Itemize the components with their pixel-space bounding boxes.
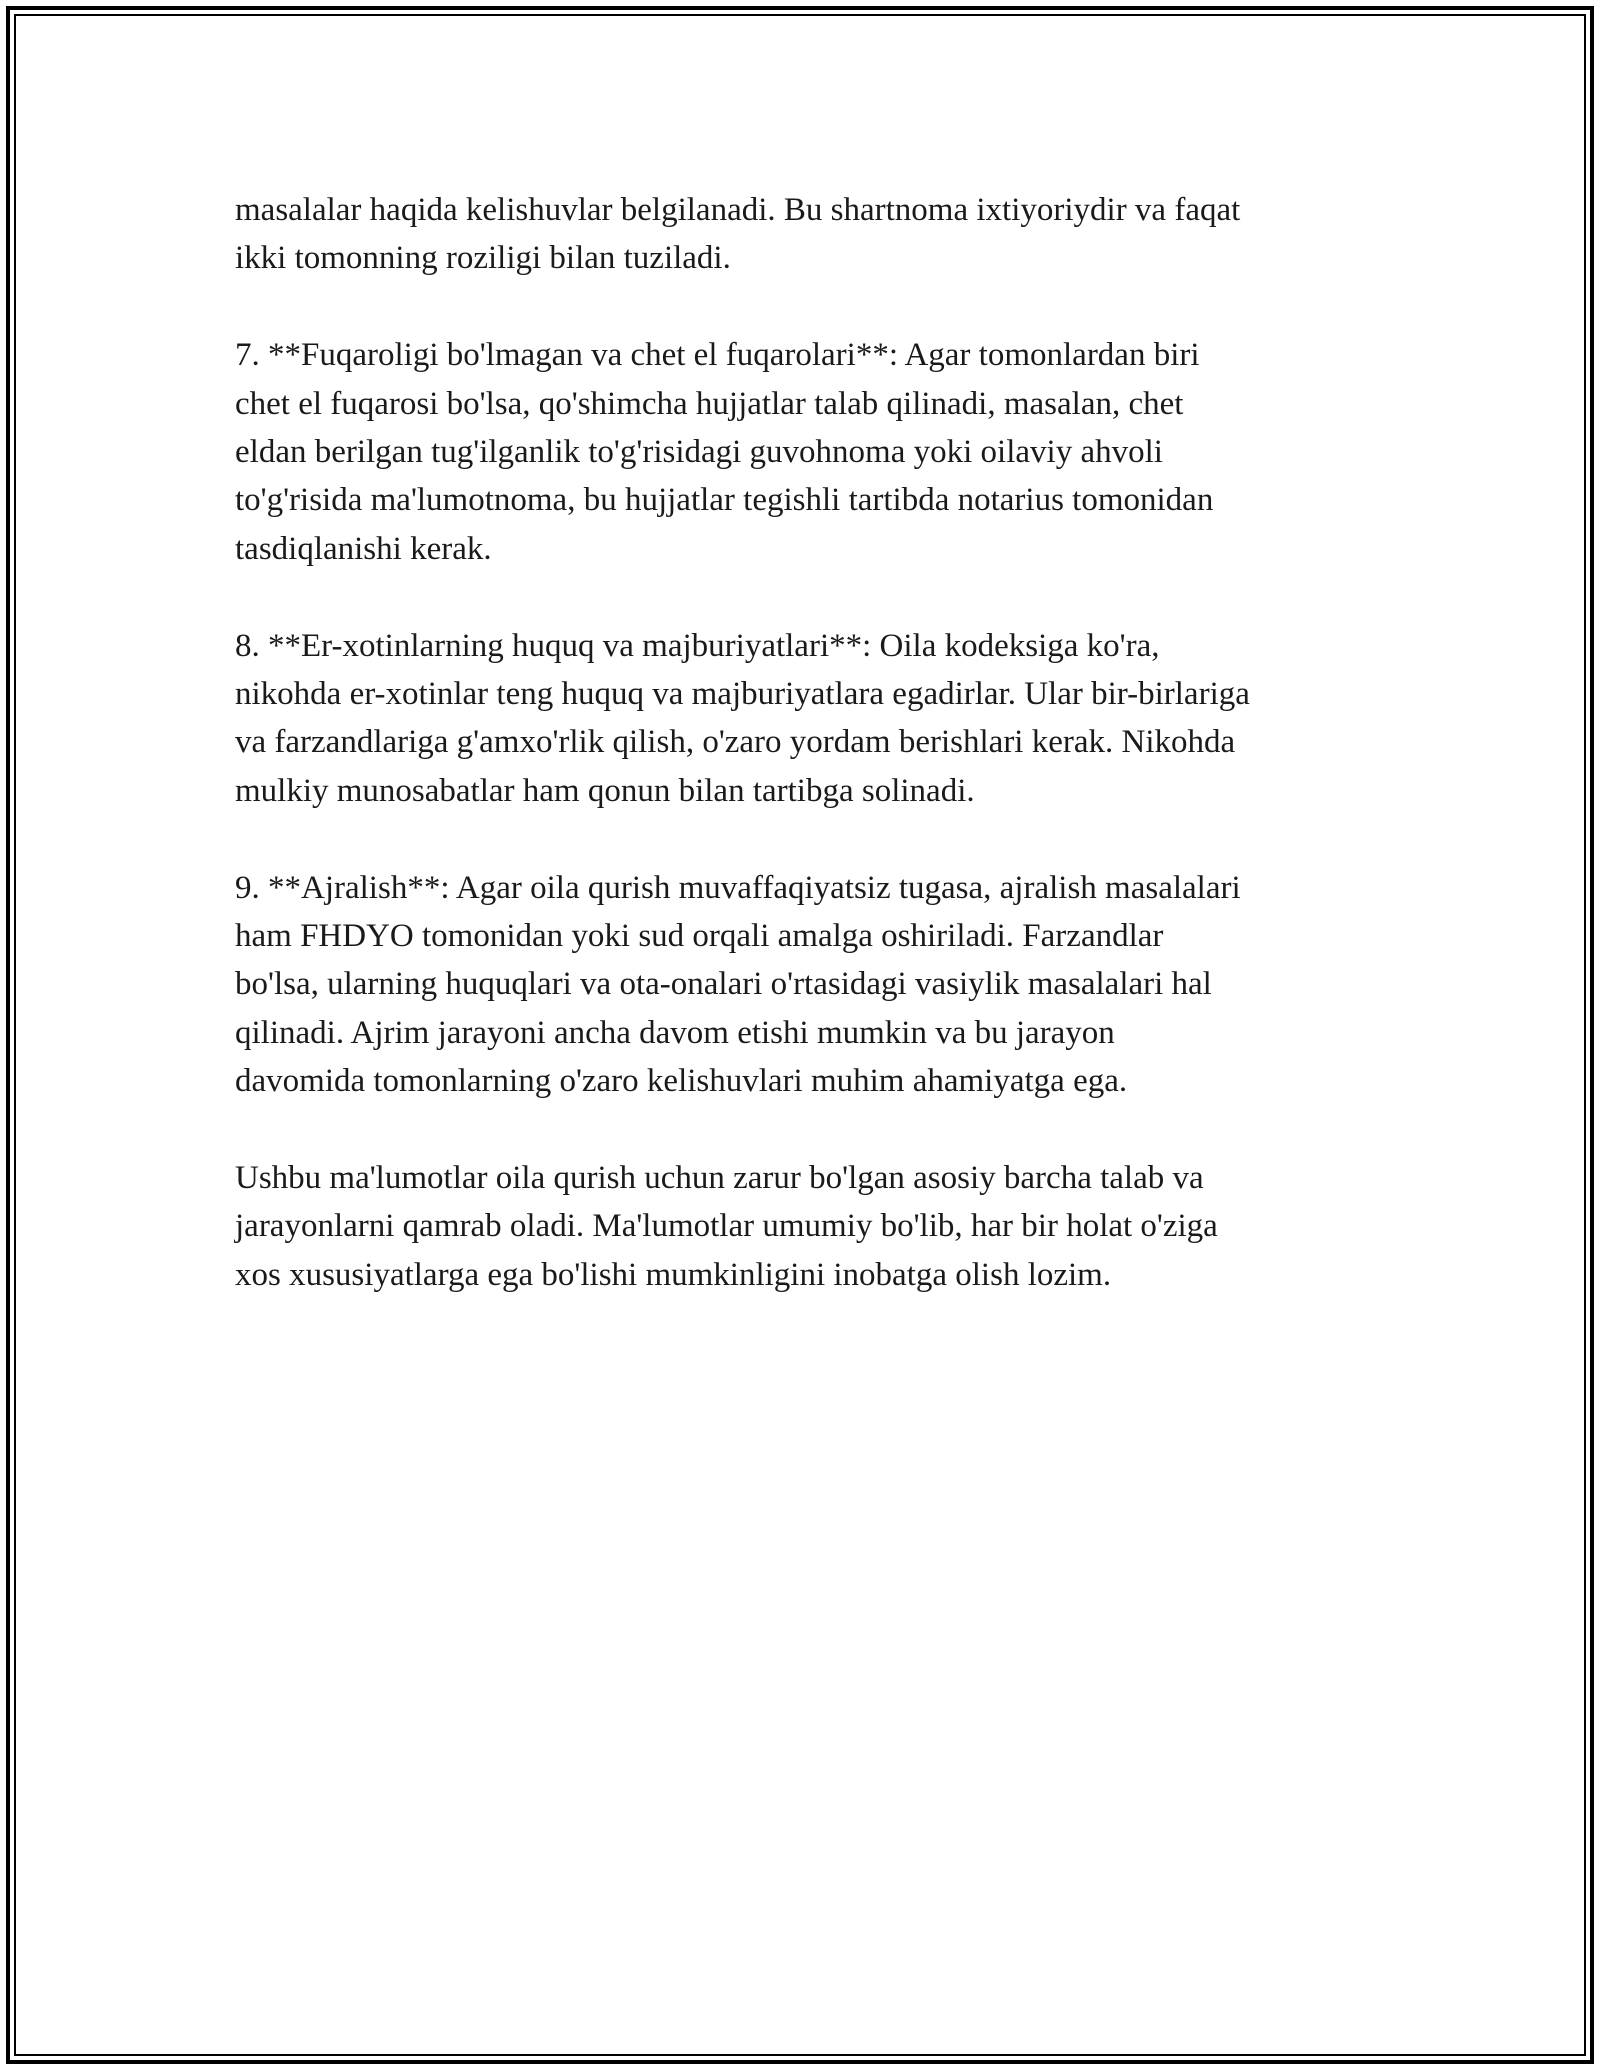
- document-body: [235, 186, 1375, 1348]
- paragraph-item-9: 9. **Ajralish**: Agar oila qurish muvaffaqiyatsiz tugasa, ajralish masalalari ham FHDYO tomonidan yoki sud orqali amalga oshiriladi. Farzandlar bo'lsa, ularning huquqlari va ota-onalari o'rtasidagi vasiylik masalalari hal qilinadi. Ajrim jarayoni ancha davom etishi mumkin va bu jarayon davomida tomonlarning o'zaro kelishuvlari muhim ahamiyatga ega.: [235, 869, 1241, 1100]
- paragraph-continuation: masalalar haqida kelishuvlar belgilanadi. Bu shartnoma ixtiyoriydir va faqat ikki tomonning roziligi bilan tuziladi.: [235, 192, 1241, 277]
- paragraph-item-7: 7. **Fuqaroligi bo'lmagan va chet el fuqarolari**: Agar tomonlardan biri chet el fuqarosi bo'lsa, qo'shimcha hujjatlar talab qilinadi, masalan, chet eldan berilgan tug'ilganlik to'g'risidagi guvohnoma yoki oilaviy ahvoli to'g'risida ma'lumotnoma, bu hujjatlar tegishli tartibda notarius tomonidan tasdiqlanishi kerak.: [235, 337, 1214, 567]
- paragraph-conclusion: Ushbu ma'lumotlar oila qurish uchun zarur bo'lgan asosiy barcha talab va jarayonlarni qamrab oladi. Ma'lumotlar umumiy bo'lib, har bir holat o'ziga xos xususiyatlarga ega bo'lishi mumkinligini inobatga olish lozim.: [235, 1160, 1218, 1293]
- paragraph-item-8: 8. **Er-xotinlarning huquq va majburiyatlari**: Oila kodeksiga ko'ra, nikohda er-xotinlar teng huquq va majburiyatlara egadirlar. Ular bir-birlariga va farzandlariga g'amxo'rlik qilish, o'zaro yordam berishlari kerak. Nikohda mulkiy munosabatlar ham qonun bilan tartibga solinadi.: [235, 627, 1250, 809]
